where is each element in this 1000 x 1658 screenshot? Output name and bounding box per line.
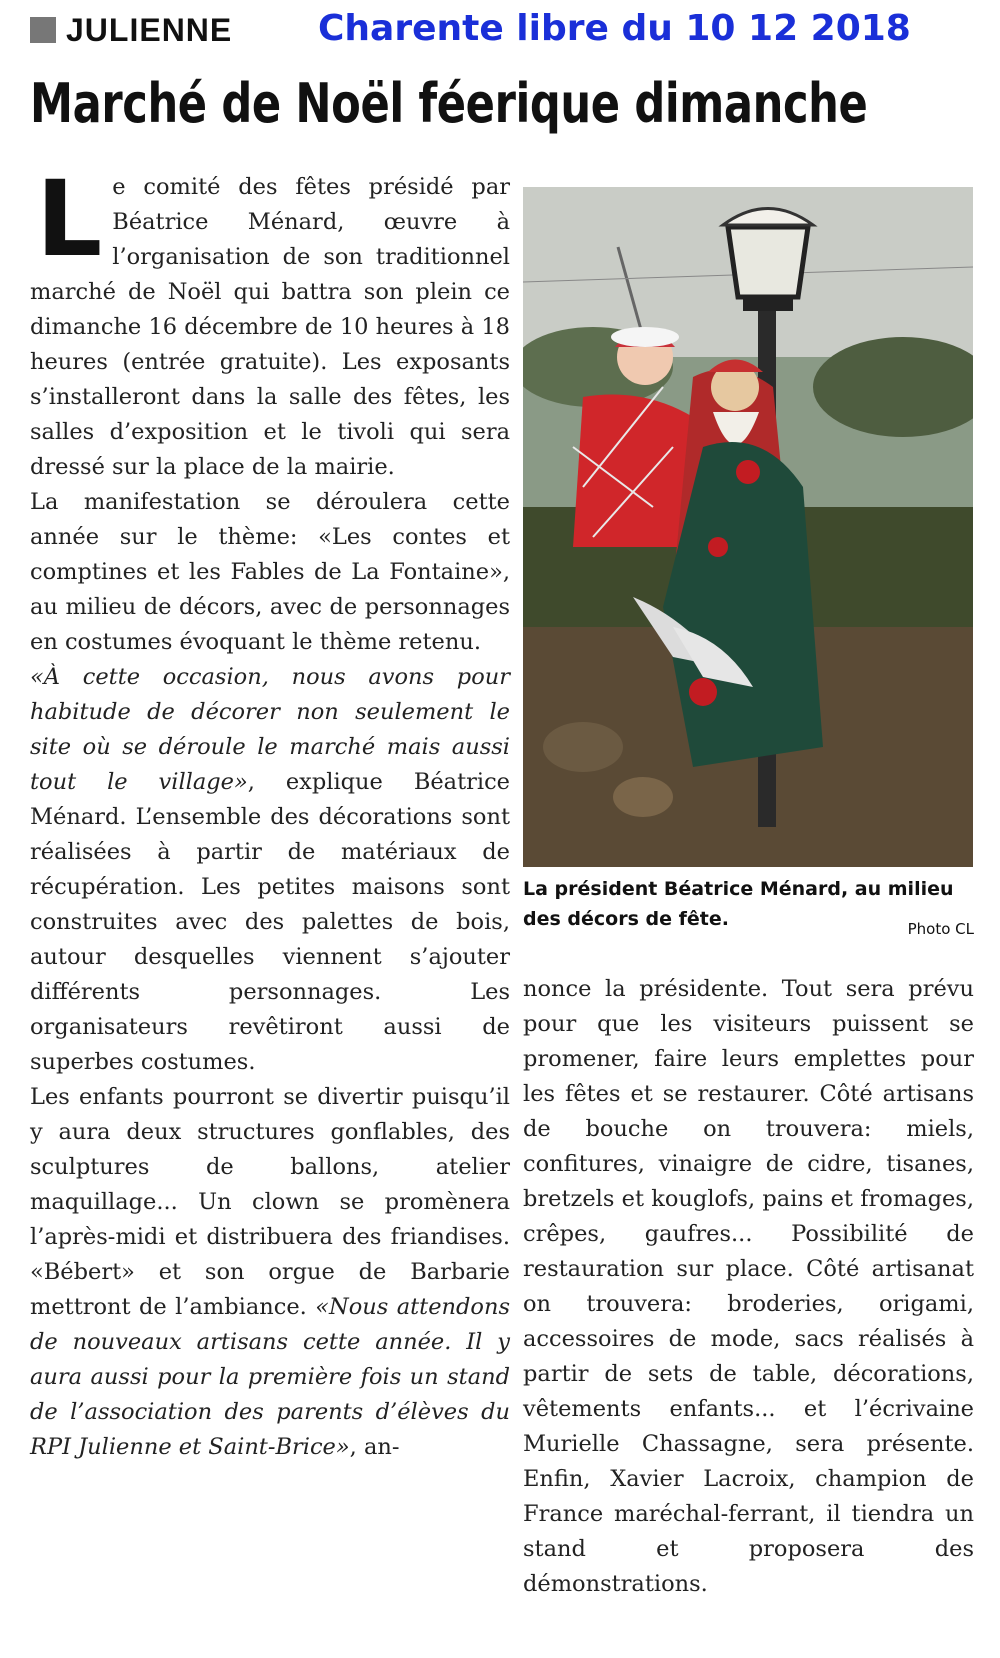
- article-headline: Marché de Noël féerique dimanche: [30, 72, 868, 135]
- source-annotation: Charente libre du 10 12 2018: [318, 8, 911, 49]
- drop-cap: L: [36, 158, 103, 280]
- article-column-1: [30, 158, 511, 1465]
- section-kicker: [30, 10, 232, 50]
- photo-illustration: [523, 187, 973, 867]
- paragraph-3: «À cette occasion, nous avons pour habitude de décorer non seulement le site où se déroule le marché mais aussi tout le village», explique Béatrice Ménard. L’ensemble des décorations sont réalisées à partir de matériaux de récupération. Les petites maisons sont construites avec des palettes de bois, autour desquelles viennent s’ajouter différents personnages. Les organisateurs revêtiront aussi de superbes costumes.: [30, 664, 510, 1075]
- kicker-square-icon: [30, 17, 56, 43]
- quote-1: «À cette occasion, nous avons pour habitude de décorer non seulement le site où se déroule le marché mais aussi tout le village»: [30, 664, 510, 795]
- paragraph-5: nonce la présidente. Tout sera prévu pour que les visiteurs puissent se promener, faire leurs emplettes pour les fêtes et se restaurer. Côté artisans de bouche on trouvera: miels, confitures, vinaigre de cidre, tisanes, bretzels et kouglofs, pains et fromages, crêpes, gaufres... Possibilité de restauration sur place. Côté artisanat on trouvera: broderies, origami, accessoires de mode, sacs réalisés à partir de sets de table, décorations, vêtements enfants... et l’écrivaine Murielle Chassagne, sera présente. Enfin, Xavier Lacroix, champion de France maréchal-ferrant, il tiendra un stand et proposera des démonstrations.: [523, 976, 974, 1597]
- article-column-2: [523, 972, 974, 1602]
- paragraph-4: Les enfants pourront se divertir puisqu’il y aura deux structures gonflables, des sculptures de ballons, atelier maquillage... Un clown se promènera l’après-midi et distribuera des friandises. «Bébert» et son orgue de Barbarie mettront de l’ambiance. «Nous attendons de nouveaux artisans cette année. Il y aura aussi pour la première fois un stand de l’association des parents d’élèves du RPI Julienne et Saint-Brice», an-: [30, 1084, 511, 1460]
- quote-2: «Nous attendons de nouveaux artisans cette année. Il y aura aussi pour la première fois un stand de l’association des parents d’élèves du RPI Julienne et Saint-Brice»: [30, 1294, 511, 1460]
- kicker-label: JULIENNE: [66, 11, 233, 48]
- paragraph-2: La manifestation se déroulera cette année sur le thème: «Les contes et comptines et les Fables de La Fontaine», au milieu de décors, avec de personnages en costumes évoquant le thème retenu.: [30, 489, 510, 655]
- photo-caption: La président Béatrice Ménard, au milieu des décors de fête.: [523, 878, 954, 930]
- photo-credit: Photo CL: [907, 920, 974, 938]
- paragraph-1: Le comité des fêtes présidé par Béatrice Ménard, œuvre à l’organisation de son traditionnel marché de Noël qui battra son plein ce dimanche 16 décembre de 10 heures à 18 heures (entrée gratuite). Les exposants s’installeront dans la salle des fêtes, les salles d’exposition et le tivoli qui sera dressé sur la place de la mairie.: [30, 158, 510, 480]
- article-photo: [523, 187, 973, 867]
